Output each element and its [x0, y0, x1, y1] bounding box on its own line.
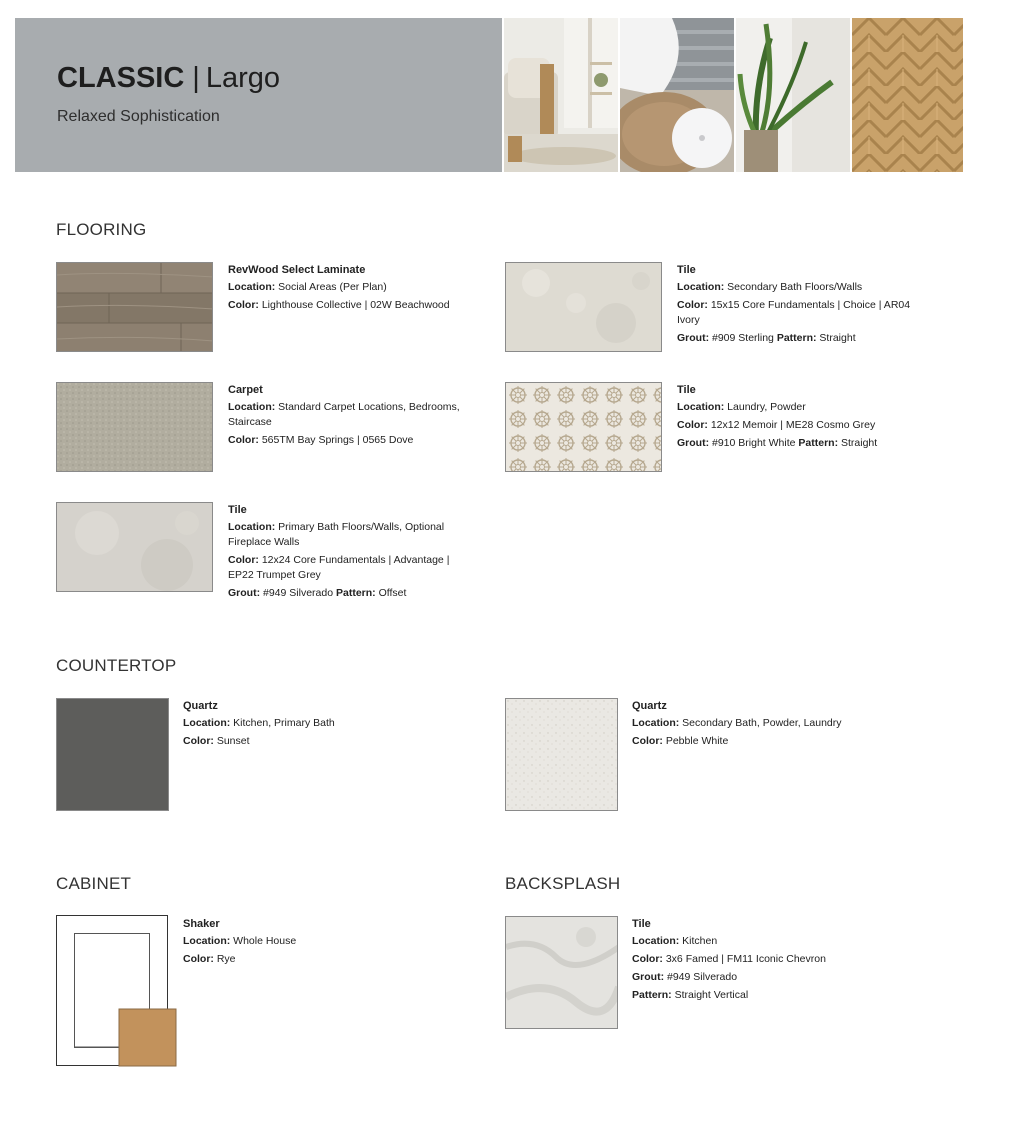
- color-row: Color: Rye: [183, 953, 236, 965]
- tile-ivory-info: [677, 263, 927, 349]
- color-row: Color: Pebble White: [632, 735, 729, 747]
- tile-cosmo-swatch: [505, 382, 662, 472]
- location-row: Location: Whole House: [183, 935, 297, 947]
- tile-trumpet-info: [228, 503, 468, 604]
- pattern-row: Pattern: Straight Vertical: [632, 989, 749, 1001]
- laminate-info: [228, 263, 468, 316]
- location-row: Location: Laundry, Powder: [677, 401, 806, 413]
- material-name: Quartz: [632, 700, 667, 712]
- page-subtitle: Relaxed Sophistication: [57, 108, 220, 125]
- location-row: Location: Secondary Bath, Powder, Laundry: [632, 717, 842, 729]
- material-name: Tile: [677, 264, 696, 276]
- quartz-pebble-swatch: [505, 698, 618, 811]
- plant-photo: [736, 18, 850, 172]
- laminate-swatch: [56, 262, 213, 352]
- quartz-sunset-swatch: [56, 698, 169, 811]
- page-title: CLASSIC | Largo: [57, 62, 281, 94]
- color-row: Color: 12x24 Core Fundamentals | Advantage | EP22 Trumpet Grey: [228, 554, 450, 581]
- grout-pattern-row: Grout: #909 Sterling Pattern: Straight: [677, 332, 856, 344]
- backsplash-tile-swatch: [505, 916, 618, 1029]
- grout-pattern-row: Grout: #949 Silverado Pattern: Offset: [228, 587, 407, 599]
- color-row: Color: Lighthouse Collective | 02W Beachwood: [228, 299, 450, 311]
- location-row: Location: Social Areas (Per Plan): [228, 281, 387, 293]
- location-row: Location: Kitchen: [632, 935, 718, 947]
- shaker-cabinet-drawing: [56, 915, 178, 1067]
- herringbone-photo: [852, 18, 963, 172]
- location-row: Location: Kitchen, Primary Bath: [183, 717, 335, 729]
- section-backsplash-title: BACKSPLASH: [505, 874, 621, 893]
- material-name: Tile: [677, 384, 696, 396]
- color-row: Color: 12x12 Memoir | ME28 Cosmo Grey: [677, 419, 876, 431]
- color-row: Color: 15x15 Core Fundamentals | Choice | AR04 Ivory: [677, 299, 911, 326]
- material-name: Tile: [228, 504, 247, 516]
- material-name: RevWood Select Laminate: [228, 264, 366, 276]
- quartz-sunset-info: [183, 699, 423, 752]
- carpet-info: [228, 383, 468, 451]
- tile-cosmo-info: [677, 383, 927, 454]
- color-row: Color: Sunset: [183, 735, 250, 747]
- location-row: Location: Standard Carpet Locations, Bedrooms, Staircase: [228, 401, 460, 428]
- grout-row: Grout: #949 Silverado: [632, 971, 738, 983]
- material-name: Carpet: [228, 384, 263, 396]
- quartz-pebble-info: [632, 699, 912, 752]
- shaker-info: [183, 917, 423, 970]
- carpet-swatch: [56, 382, 213, 472]
- location-row: Location: Primary Bath Floors/Walls, Optional Fireplace Walls: [228, 521, 445, 548]
- section-cabinet-title: CABINET: [56, 874, 132, 893]
- material-name: Quartz: [183, 700, 218, 712]
- section-countertop-title: COUNTERTOP: [56, 656, 177, 675]
- material-name: Tile: [632, 918, 651, 930]
- living-room-photo: [504, 18, 618, 172]
- color-row: Color: 565TM Bay Springs | 0565 Dove: [228, 434, 414, 446]
- grout-pattern-row: Grout: #910 Bright White Pattern: Straight: [677, 437, 878, 449]
- location-row: Location: Secondary Bath Floors/Walls: [677, 281, 863, 293]
- header-band: [15, 18, 502, 172]
- material-name: Shaker: [183, 918, 220, 930]
- tile-ivory-swatch: [505, 262, 662, 352]
- section-flooring-title: FLOORING: [56, 220, 147, 239]
- color-row: Color: 3x6 Famed | FM11 Iconic Chevron: [632, 953, 826, 965]
- tile-trumpet-swatch: [56, 502, 213, 592]
- pillows-photo: [620, 18, 734, 172]
- backsplash-info: [632, 917, 912, 1006]
